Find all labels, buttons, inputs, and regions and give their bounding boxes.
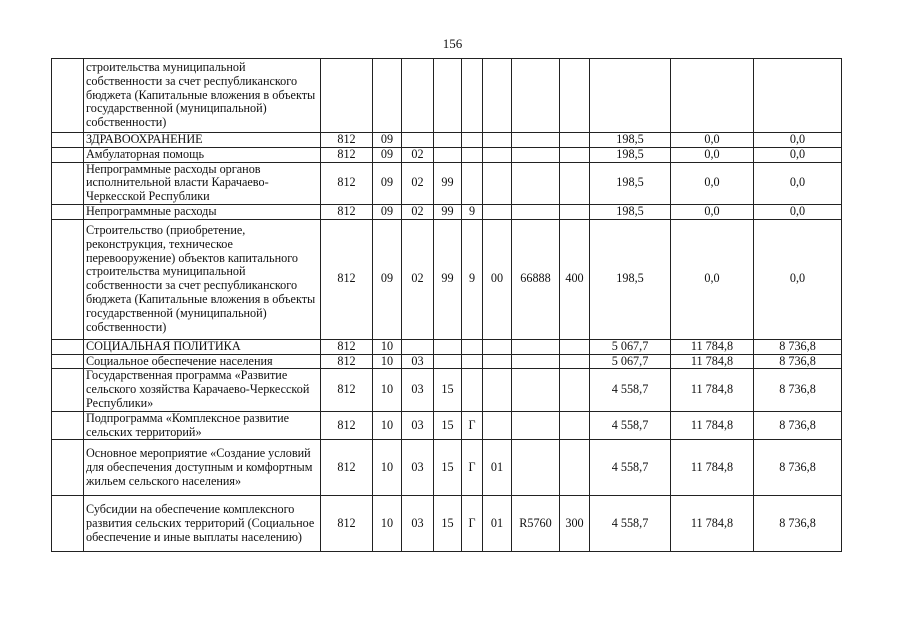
section: 10: [373, 339, 402, 354]
expense-type: [560, 339, 590, 354]
program: 15: [434, 369, 462, 411]
row-lead-cell: [52, 339, 84, 354]
row-lead-cell: [52, 354, 84, 369]
direction: [512, 59, 560, 133]
direction: [512, 162, 560, 204]
direction: [512, 354, 560, 369]
org-code: 812: [321, 133, 373, 148]
event: [483, 133, 512, 148]
subprogram: [462, 339, 483, 354]
amount-year-2: [671, 59, 754, 133]
table-row: [52, 354, 842, 369]
table-row: [52, 133, 842, 148]
amount-year-1: [590, 59, 671, 133]
event: [483, 339, 512, 354]
org-code: 812: [321, 496, 373, 552]
section: 10: [373, 496, 402, 552]
section: 09: [373, 147, 402, 162]
subprogram: 9: [462, 219, 483, 339]
amount-year-1: 198,5: [590, 133, 671, 148]
subprogram: [462, 133, 483, 148]
amount-year-3: 0,0: [754, 133, 842, 148]
expense-type: [560, 162, 590, 204]
amount-year-1: 4 558,7: [590, 369, 671, 411]
amount-year-1: 4 558,7: [590, 496, 671, 552]
section: 09: [373, 219, 402, 339]
table-row: [52, 204, 842, 219]
program: 99: [434, 204, 462, 219]
table-row: [52, 162, 842, 204]
program: [434, 339, 462, 354]
row-lead-cell: [52, 133, 84, 148]
event: [483, 59, 512, 133]
row-name: строительства муниципальной собственности за счет республиканского бюджета (Капитальные вложения в объекты государственной (муниципальной) собственности): [84, 59, 321, 133]
amount-year-3: 8 736,8: [754, 411, 842, 440]
program: [434, 59, 462, 133]
event: 01: [483, 440, 512, 496]
row-name: Непрограммные расходы: [84, 204, 321, 219]
amount-year-3: 8 736,8: [754, 354, 842, 369]
row-name: Строительство (приобретение, реконструкция, техническое перевооружение) объектов капитального строительства муниципальной собственности за счет республиканского бюджета (Капитальные вложения в объекты государственной (муниципальной) собственности): [84, 219, 321, 339]
subprogram: [462, 369, 483, 411]
subsection: 03: [402, 411, 434, 440]
expense-type: [560, 354, 590, 369]
row-name: Государственная программа «Развитие сельского хозяйства Карачаево-Черкесской Республики»: [84, 369, 321, 411]
amount-year-3: 0,0: [754, 162, 842, 204]
event: 01: [483, 496, 512, 552]
expense-type: [560, 147, 590, 162]
amount-year-3: 0,0: [754, 219, 842, 339]
row-lead-cell: [52, 59, 84, 133]
event: [483, 147, 512, 162]
expense-type: [560, 59, 590, 133]
subsection: 03: [402, 440, 434, 496]
amount-year-2: 11 784,8: [671, 369, 754, 411]
subsection: 03: [402, 496, 434, 552]
program: 15: [434, 411, 462, 440]
subsection: 02: [402, 162, 434, 204]
section: 10: [373, 411, 402, 440]
subsection: [402, 339, 434, 354]
subprogram: [462, 162, 483, 204]
row-lead-cell: [52, 440, 84, 496]
subprogram: Г: [462, 440, 483, 496]
amount-year-2: 11 784,8: [671, 440, 754, 496]
amount-year-2: 11 784,8: [671, 339, 754, 354]
amount-year-3: 8 736,8: [754, 369, 842, 411]
expense-type: [560, 133, 590, 148]
row-name: СОЦИАЛЬНАЯ ПОЛИТИКА: [84, 339, 321, 354]
section: 09: [373, 133, 402, 148]
amount-year-1: 4 558,7: [590, 411, 671, 440]
subsection: 02: [402, 219, 434, 339]
expense-type: 300: [560, 496, 590, 552]
table-row: [52, 496, 842, 552]
subsection: 02: [402, 147, 434, 162]
amount-year-3: 8 736,8: [754, 339, 842, 354]
amount-year-1: 5 067,7: [590, 354, 671, 369]
amount-year-2: 0,0: [671, 219, 754, 339]
table-row: [52, 147, 842, 162]
section: 10: [373, 354, 402, 369]
budget-table: [51, 58, 842, 552]
amount-year-2: 11 784,8: [671, 411, 754, 440]
amount-year-3: 0,0: [754, 204, 842, 219]
amount-year-2: 0,0: [671, 133, 754, 148]
row-name: Основное мероприятие «Создание условий для обеспечения доступным и комфортным жильем сельского населения»: [84, 440, 321, 496]
amount-year-1: 198,5: [590, 162, 671, 204]
program: 15: [434, 440, 462, 496]
org-code: 812: [321, 147, 373, 162]
expense-type: 400: [560, 219, 590, 339]
direction: R5760: [512, 496, 560, 552]
program: [434, 133, 462, 148]
amount-year-2: 0,0: [671, 162, 754, 204]
program: 99: [434, 219, 462, 339]
subprogram: [462, 354, 483, 369]
table-row: [52, 59, 842, 133]
amount-year-2: 0,0: [671, 147, 754, 162]
direction: [512, 411, 560, 440]
org-code: 812: [321, 440, 373, 496]
subprogram: 9: [462, 204, 483, 219]
section: 09: [373, 162, 402, 204]
table-row: [52, 369, 842, 411]
expense-type: [560, 440, 590, 496]
section: 09: [373, 204, 402, 219]
event: [483, 411, 512, 440]
direction: [512, 369, 560, 411]
org-code: 812: [321, 162, 373, 204]
row-lead-cell: [52, 204, 84, 219]
subsection: [402, 59, 434, 133]
amount-year-2: 0,0: [671, 204, 754, 219]
org-code: 812: [321, 369, 373, 411]
org-code: 812: [321, 219, 373, 339]
org-code: 812: [321, 204, 373, 219]
row-lead-cell: [52, 369, 84, 411]
amount-year-1: 198,5: [590, 219, 671, 339]
section: 10: [373, 440, 402, 496]
row-name: Подпрограмма «Комплексное развитие сельских территорий»: [84, 411, 321, 440]
amount-year-1: 4 558,7: [590, 440, 671, 496]
amount-year-1: 5 067,7: [590, 339, 671, 354]
event: [483, 369, 512, 411]
direction: [512, 204, 560, 219]
table-row: [52, 440, 842, 496]
table-row: [52, 339, 842, 354]
direction: [512, 440, 560, 496]
amount-year-2: 11 784,8: [671, 354, 754, 369]
org-code: 812: [321, 339, 373, 354]
subsection: 03: [402, 354, 434, 369]
row-name: Субсидии на обеспечение комплексного развития сельских территорий (Социальное обеспечение и иные выплаты населению): [84, 496, 321, 552]
event: [483, 354, 512, 369]
event: 00: [483, 219, 512, 339]
subprogram: Г: [462, 496, 483, 552]
row-lead-cell: [52, 162, 84, 204]
direction: [512, 147, 560, 162]
event: [483, 204, 512, 219]
page-number: 156: [442, 36, 463, 51]
row-lead-cell: [52, 147, 84, 162]
program: 15: [434, 496, 462, 552]
subsection: 02: [402, 204, 434, 219]
subprogram: [462, 147, 483, 162]
org-code: 812: [321, 354, 373, 369]
row-lead-cell: [52, 411, 84, 440]
direction: [512, 339, 560, 354]
row-lead-cell: [52, 219, 84, 339]
amount-year-3: 8 736,8: [754, 440, 842, 496]
table-row: [52, 411, 842, 440]
subprogram: [462, 59, 483, 133]
direction: [512, 133, 560, 148]
subsection: 03: [402, 369, 434, 411]
table-row: [52, 219, 842, 339]
event: [483, 162, 512, 204]
amount-year-2: 11 784,8: [671, 496, 754, 552]
expense-type: [560, 411, 590, 440]
amount-year-1: 198,5: [590, 147, 671, 162]
row-name: Непрограммные расходы органов исполнительной власти Карачаево-Черкесской Республики: [84, 162, 321, 204]
org-code: [321, 59, 373, 133]
section: [373, 59, 402, 133]
expense-type: [560, 369, 590, 411]
amount-year-3: [754, 59, 842, 133]
subprogram: Г: [462, 411, 483, 440]
org-code: 812: [321, 411, 373, 440]
subsection: [402, 133, 434, 148]
program: [434, 147, 462, 162]
row-name: Амбулаторная помощь: [84, 147, 321, 162]
amount-year-3: 8 736,8: [754, 496, 842, 552]
program: 99: [434, 162, 462, 204]
amount-year-3: 0,0: [754, 147, 842, 162]
row-name: Социальное обеспечение населения: [84, 354, 321, 369]
section: 10: [373, 369, 402, 411]
direction: 66888: [512, 219, 560, 339]
row-name: ЗДРАВООХРАНЕНИЕ: [84, 133, 321, 148]
program: [434, 354, 462, 369]
row-lead-cell: [52, 496, 84, 552]
amount-year-1: 198,5: [590, 204, 671, 219]
expense-type: [560, 204, 590, 219]
